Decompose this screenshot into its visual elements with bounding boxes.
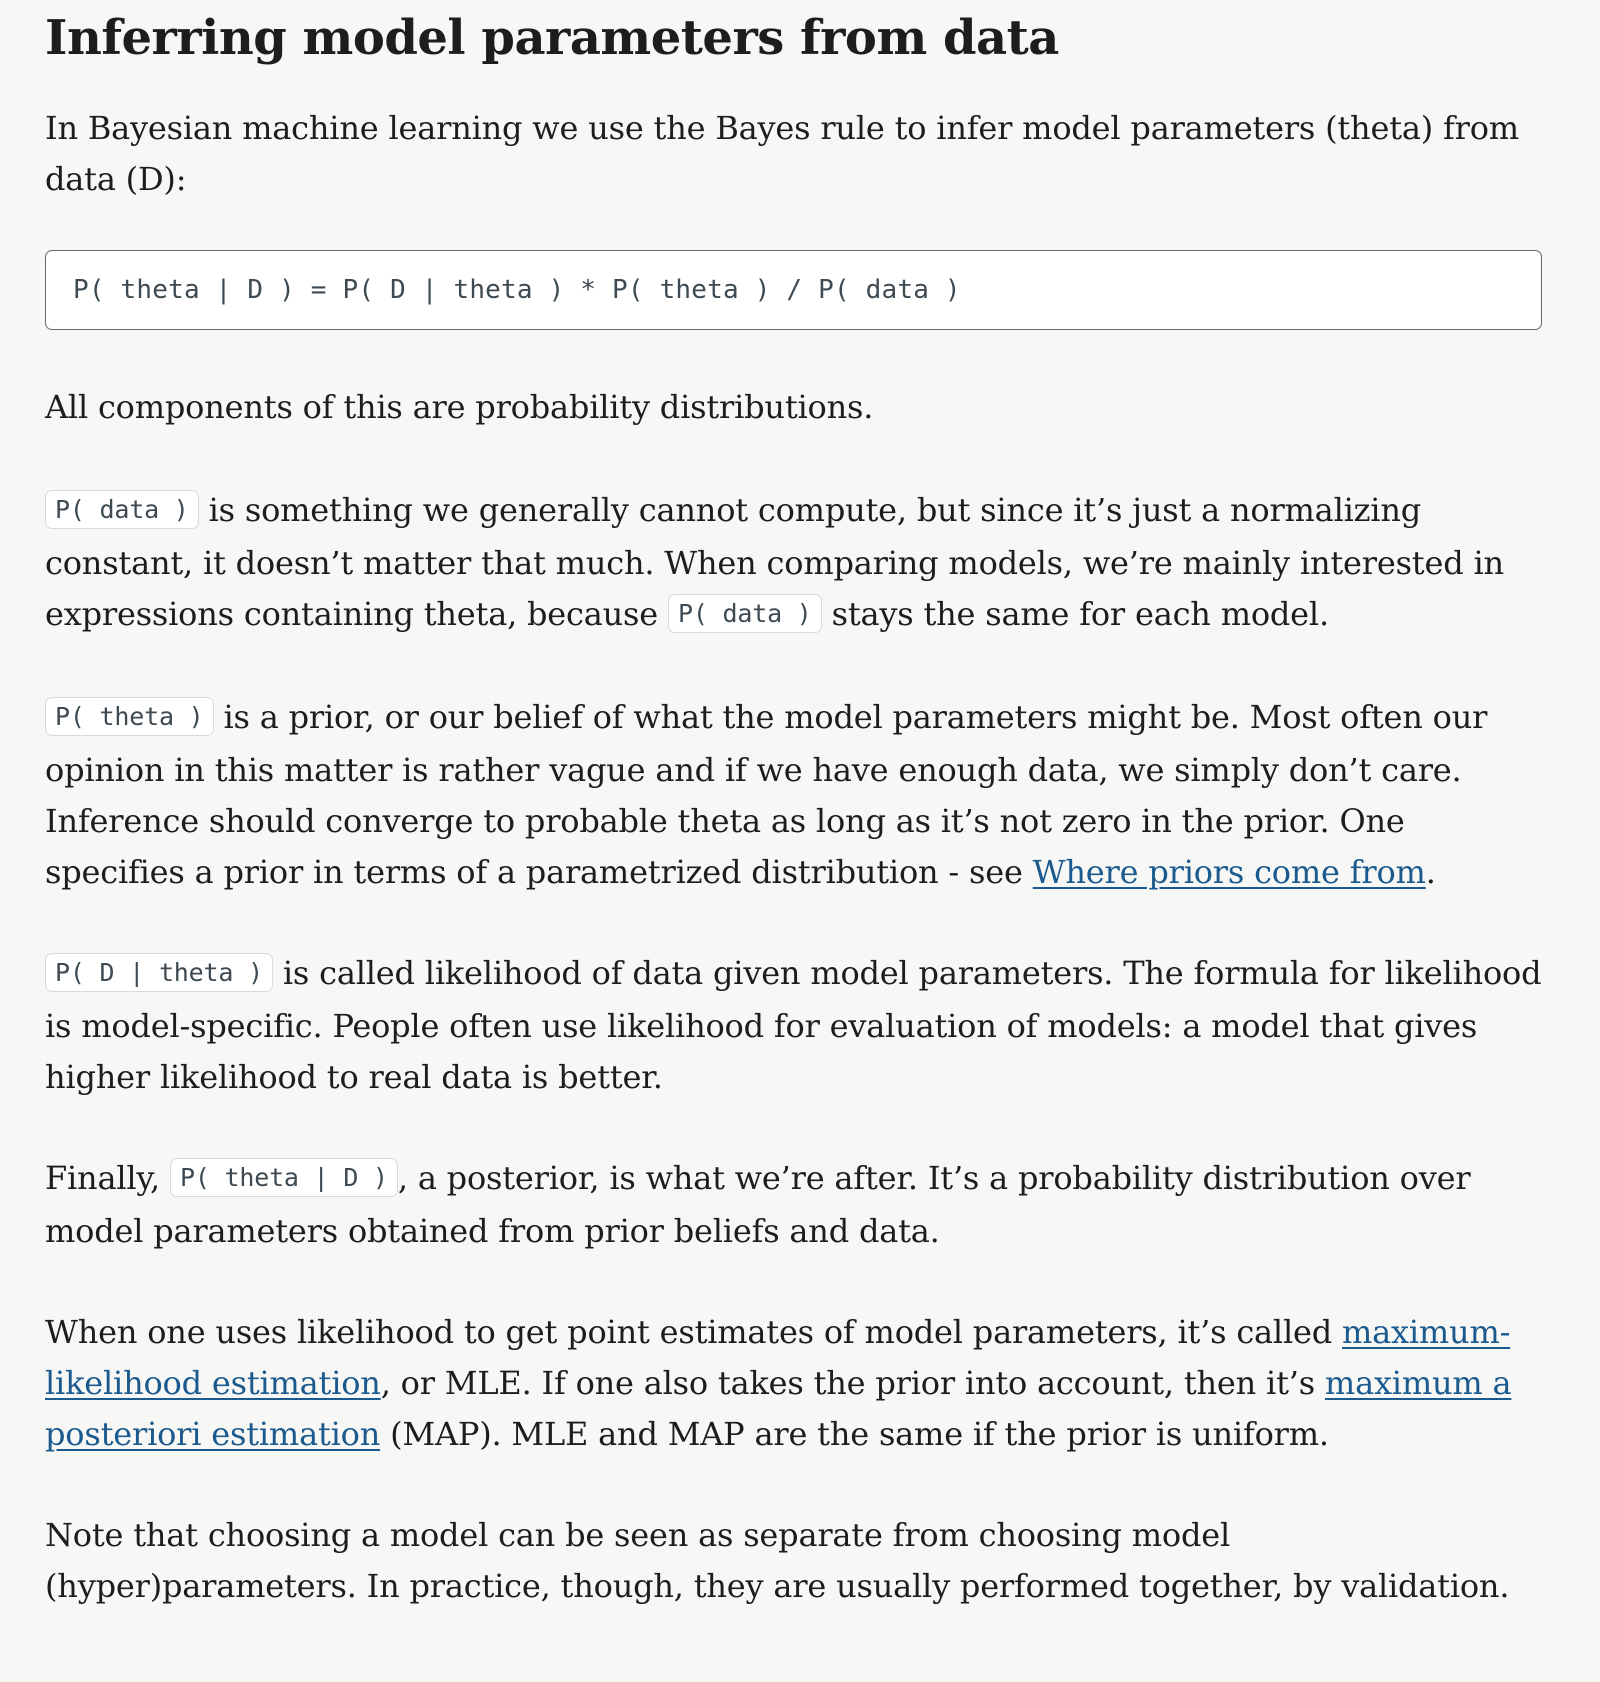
prior-text: is a prior, or our belief of what the model parameters might be. Most often our opinion in this matter is rather vague and if we have enough data, we simply don’t care. Inference should converge to probable theta as long as it’s not zero in the prior. One specifies a prior in terms of a parametrized distribution - see [45, 697, 1488, 891]
map-link[interactable]: maximum a posteriori estimation [45, 1363, 1512, 1453]
evidence-text-2: stays the same for each model. [821, 594, 1329, 633]
mle-link[interactable]: maximum-likelihood estimation [45, 1312, 1511, 1402]
evidence-paragraph [45, 485, 1545, 642]
likelihood-paragraph [45, 948, 1545, 1103]
intro-paragraph: In Bayesian machine learning we use the Bayes rule to infer model parameters (theta) from data (D): [45, 108, 1519, 198]
prior-period: . [1425, 852, 1436, 891]
estimation-text-1: When one uses likelihood to get point estimates of model parameters, it’s called [45, 1312, 1342, 1351]
evidence-text-1: is something we generally cannot compute, but since it’s just a normalizing constant, it doesn’t matter that much. When comparing models, we’re mainly interested in expressions containing theta, because [45, 490, 1504, 633]
article [45, 0, 1545, 1612]
bayes-formula: P( theta | D ) = P( D | theta ) * P( theta ) / P( data ) [73, 274, 961, 305]
bayes-formula-codeblock [45, 250, 1542, 330]
estimation-text-3: (MAP). MLE and MAP are the same if the prior is uniform. [380, 1414, 1329, 1453]
inline-code-p-d-given-theta: P( D | theta ) [45, 953, 273, 992]
estimation-paragraph [45, 1307, 1545, 1460]
page-title: Inferring model parameters from data [45, 10, 1059, 66]
inline-code-p-theta-given-d: P( theta | D ) [170, 1158, 398, 1197]
prior-paragraph [45, 692, 1545, 898]
note-paragraph: Note that choosing a model can be seen as separate from choosing model (hyper)parameters. In practice, though, they are usually performed together, by validation. [45, 1515, 1510, 1605]
posterior-paragraph [45, 1153, 1545, 1257]
inline-code-p-theta: P( theta ) [45, 697, 214, 736]
components-paragraph: All components of this are probability distributions. [45, 387, 874, 426]
likelihood-text: is called likelihood of data given model parameters. The formula for likelihood is model-specific. People often use likelihood for evaluation of models: a model that gives higher likelihood to real data is better. [45, 953, 1542, 1096]
estimation-text-2: , or MLE. If one also takes the prior into account, then it’s [380, 1363, 1325, 1402]
posterior-before: Finally, [45, 1158, 170, 1197]
inline-code-p-data: P( data ) [45, 490, 199, 529]
where-priors-come-from-link[interactable]: Where priors come from [1032, 852, 1426, 891]
inline-code-p-data-2: P( data ) [668, 594, 822, 633]
posterior-text: , a posterior, is what we’re after. It’s a probability distribution over model parameters obtained from prior beliefs and data. [45, 1158, 1471, 1250]
